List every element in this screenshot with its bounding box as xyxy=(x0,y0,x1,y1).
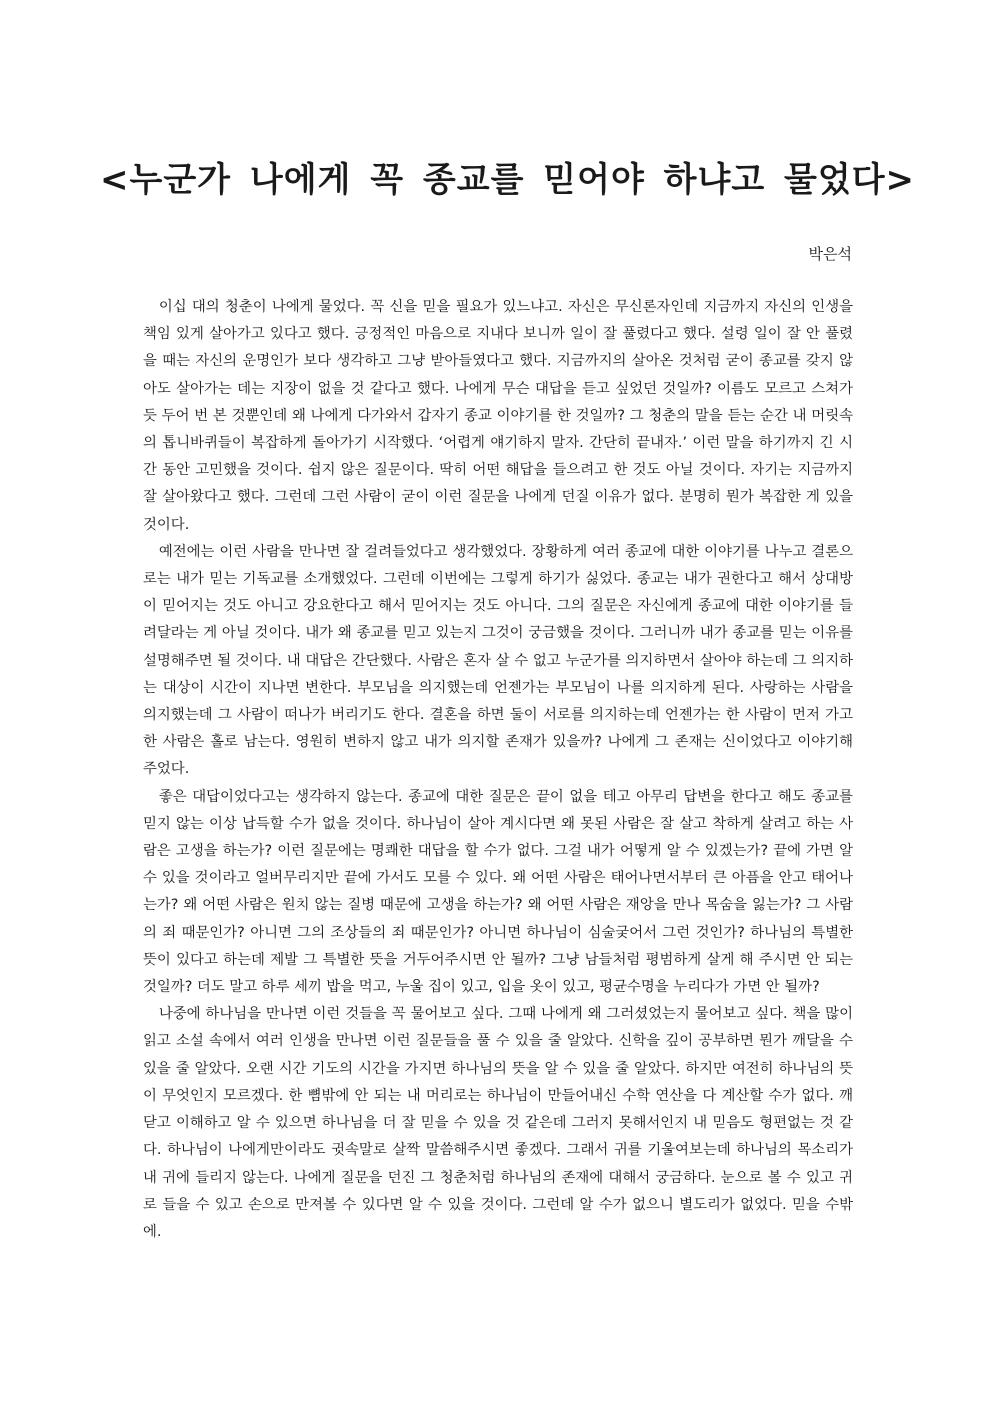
paragraph: 예전에는 이런 사람을 만나면 잘 걸려들었다고 생각했었다. 장황하게 여러 종교에 대한 이야기를 나누고 결론으로는 내가 믿는 기독교를 소개했었다. 그런데 이번에는 그렇게 하기가 싫었다. 종교는 내가 권한다고 해서 상대방이 믿어지는 것도 아니고 강요한다고 해서 믿어지는 것도 아니다. 그의 질문은 자신에게 종교에 대한 이야기를 들려달라는 게 아닐 것이다. 내가 왜 종교를 믿고 있는지 그것이 궁금했을 것이다. 그러니까 내가 종교를 믿는 이유를 설명해주면 될 것이다. 내 대답은 간단했다. 사람은 혼자 살 수 없고 누군가를 의지하면서 살아야 하는데 그 의지하는 대상이 시간이 지나면 변한다. 부모님을 의지했는데 언젠가는 부모님이 나를 의지하게 된다. 사랑하는 사람을 의지했는데 그 사람이 떠나가 버리기도 한다. 결혼을 하면 둘이 서로를 의지하는데 언젠가는 한 사람이 먼저 가고 한 사람은 홀로 남는다. 영원히 변하지 않고 내가 의지할 존재가 있을까? 나에게 그 존재는 신이었다고 이야기해 주었다. xyxy=(143,543,853,778)
paragraph: 나중에 하나님을 만나면 이런 것들을 꼭 물어보고 싶다. 그때 나에게 왜 그러셨었는지 물어보고 싶다. 책을 많이 읽고 소설 속에서 여러 인생을 만나면 이런 질문들을 풀 수 있을 줄 알았다. 신학을 깊이 공부하면 뭔가 깨달을 수 있을 줄 알았다. 오랜 시간 기도의 시간을 가지면 하나님의 뜻을 알 수 있을 줄 알았다. 하지만 여전히 하나님의 뜻이 무엇인지 모르겠다. 한 뼘밖에 안 되는 내 머리로는 하나님이 만들어내신 수학 연산을 다 계산할 수가 없다. 깨닫고 이해하고 알 수 있으면 하나님을 더 잘 믿을 수 있을 것 같은데 그러지 못해서인지 내 믿음도 형편없는 것 같다. 하나님이 나에게만이라도 귓속말로 살짝 말씀해주시면 좋겠다. 그래서 귀를 기울여보는데 하나님의 목소리가 내 귀에 들리지 않는다. 나에게 질문을 던진 그 청춘처럼 하나님의 존재에 대해서 궁금하다. 눈으로 볼 수 있고 귀로 들을 수 있고 손으로 만져볼 수 있다면 알 수 있을 것이다. 그런데 알 수가 없으니 별도리가 없었다. 믿을 수밖에. xyxy=(143,1006,853,1240)
body-text xyxy=(143,294,853,1246)
paragraph: 이십 대의 청춘이 나에게 물었다. 꼭 신을 믿을 필요가 있느냐고. 자신은 무신론자인데 지금까지 자신의 인생을 책임 있게 살아가고 있다고 했다. 긍정적인 마음으로 지내다 보니까 일이 잘 풀렸다고 했다. 설령 일이 잘 안 풀렸을 때는 자신의 운명인가 보다 생각하고 그냥 받아들였다고 했다. 지금까지의 살아온 것처럼 굳이 종교를 갖지 않아도 살아가는 데는 지장이 없을 것 같다고 했다. 나에게 무슨 대답을 듣고 싶었던 것일까? 이름도 모르고 스쳐가듯 두어 번 본 것뿐인데 왜 나에게 다가와서 갑자기 종교 이야기를 한 것일까? 그 청춘의 말을 듣는 순간 내 머릿속의 톱니바퀴들이 복잡하게 돌아가기 시작했다. ‘어렵게 얘기하지 말자. 간단히 끝내자.’ 이런 말을 하기까지 긴 시간 동안 고민했을 것이다. 쉽지 않은 질문이다. 딱히 어떤 해답을 들으려고 한 것도 아닐 것이다. 자기는 지금까지 잘 살아왔다고 했다. 그런데 그런 사람이 굳이 이런 질문을 나에게 던질 이유가 없다. 분명히 뭔가 복잡한 게 있을 것이다. xyxy=(143,299,853,533)
author-name: 박은석 xyxy=(808,245,852,263)
document-title: <누군가 나에게 꼭 종교를 믿어야 하냐고 물었다> xyxy=(100,160,916,200)
paragraph: 좋은 대답이었다고는 생각하지 않는다. 종교에 대한 질문은 끝이 없을 테고 아무리 답변을 한다고 해도 종교를 믿지 않는 이상 납득할 수가 없을 것이다. 하나님이 살아 계시다면 왜 못된 사람은 잘 살고 착하게 살려고 하는 사람은 고생을 하는가? 이런 질문에는 명쾌한 대답을 할 수가 없다. 그걸 내가 어떻게 알 수 있겠는가? 끝에 가면 알 수 있을 것이라고 얼버무리지만 끝에 가서도 모를 수 있다. 왜 어떤 사람은 태어나면서부터 큰 아픔을 안고 태어나는가? 왜 어떤 사람은 원치 않는 질병 때문에 고생을 하는가? 왜 어떤 사람은 재앙을 만나 목숨을 잃는가? 그 사람의 죄 때문인가? 아니면 그의 조상들의 죄 때문인가? 아니면 하나님이 심술궂어서 그런 것인가? 하나님의 특별한 뜻이 있다고 하는데 제발 그 특별한 뜻을 거두어주시면 안 될까? 그냥 남들처럼 평범하게 살게 해 주시면 안 되는 것일까? 더도 말고 하루 세끼 밥을 먹고, 누울 집이 있고, 입을 옷이 있고, 평균수명을 누리다가 가면 안 될까? xyxy=(143,788,853,996)
